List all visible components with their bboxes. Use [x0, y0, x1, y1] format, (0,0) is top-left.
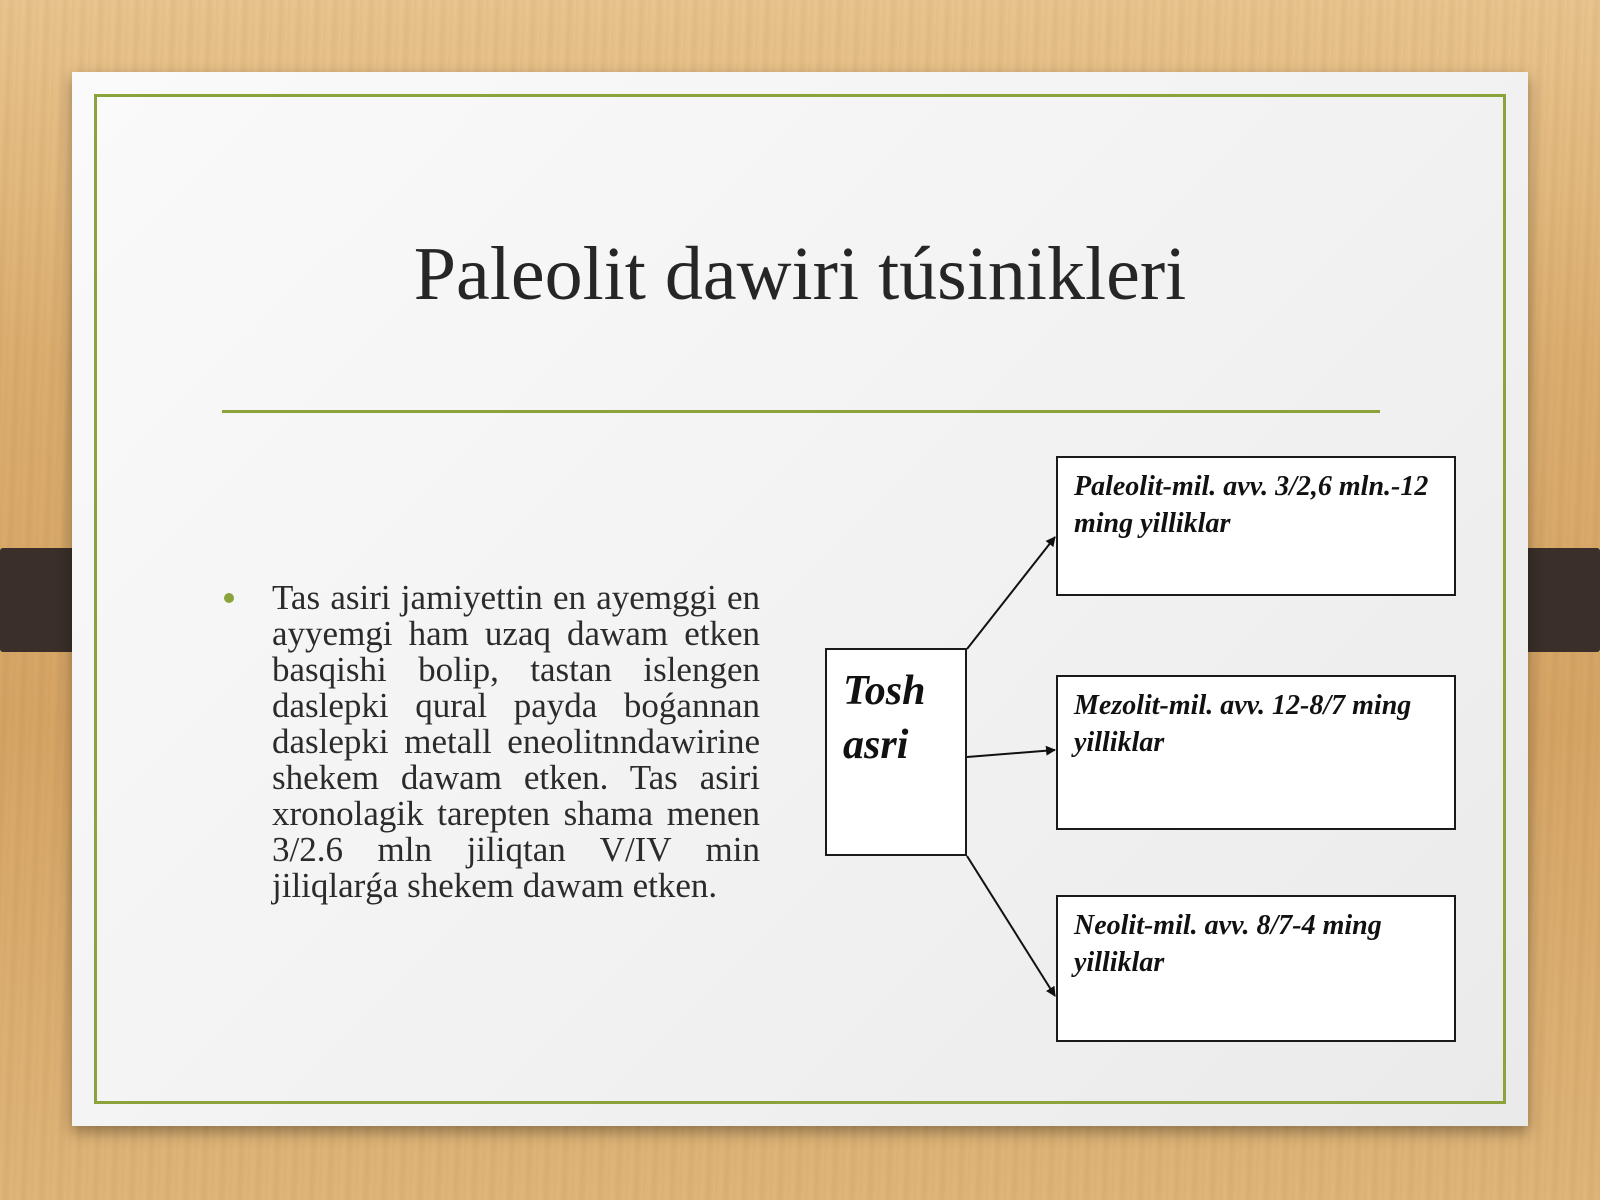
slide: [72, 72, 1528, 1126]
bullet-icon: [224, 593, 234, 603]
slide-title: Paleolit dawiri túsinikleri: [413, 232, 1187, 316]
bullet-paragraph: Tas asiri jamiyettin en ayemggi en ayyemgi ham uzaq dawam etken basqishi bolip, tastan islengen daslepki qural payda boǵannan daslepki metall eneolitnndawirine shekem dawam etken. Tas asiri xronolagik tarepten shama menen 3/2.6 mln jiliqtan V/IV min jiliqlarǵa shekem dawam etken.: [272, 578, 760, 905]
mezolit-box: Mezolit-mil. avv. 12-8/7 ming yilliklar: [1056, 675, 1456, 830]
title-divider: [222, 410, 1380, 413]
neolit-box: Neolit-mil. avv. 8/7-4 ming yilliklar: [1056, 895, 1456, 1042]
tosh-asri-box: Tosh asri: [825, 648, 967, 856]
paleolit-box: Paleolit-mil. avv. 3/2,6 mln.-12 ming yilliklar: [1056, 456, 1456, 596]
